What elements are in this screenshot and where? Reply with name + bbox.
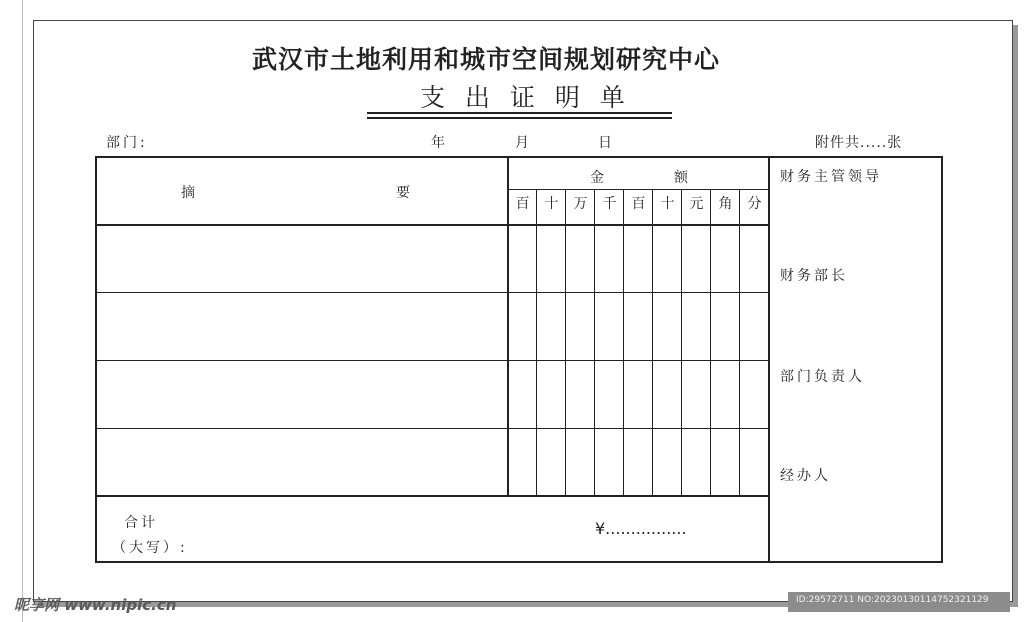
page-edge bbox=[22, 0, 23, 622]
digit-col-line bbox=[710, 189, 711, 496]
row-line-3 bbox=[95, 428, 769, 429]
digit-col-line bbox=[681, 189, 682, 496]
org-title: 武汉市土地利用和城市空间规划研究中心 bbox=[252, 45, 721, 74]
digit-header-bai: 百 bbox=[515, 196, 530, 212]
digit-col-line bbox=[536, 189, 537, 496]
title-underline-2 bbox=[367, 117, 672, 119]
month-label: 月 bbox=[515, 135, 532, 151]
signer-department-head: 部门负责人 bbox=[780, 369, 865, 385]
day-label: 日 bbox=[598, 135, 615, 151]
title-underline-1 bbox=[367, 112, 672, 114]
digit-header-wan: 万 bbox=[573, 196, 588, 212]
digit-header-fen: 分 bbox=[747, 196, 762, 212]
total-daxie-label: （大写）: bbox=[112, 540, 188, 556]
digit-header-yuan: 元 bbox=[689, 196, 704, 212]
rows-bottom-line bbox=[95, 495, 769, 497]
header-bottom-line bbox=[95, 224, 769, 226]
row-line-2 bbox=[95, 360, 769, 361]
summary-header-zhai: 摘 bbox=[181, 185, 198, 201]
digit-header-shi: 十 bbox=[544, 196, 559, 212]
digit-header-bai2: 百 bbox=[631, 196, 646, 212]
amount-header-jin: 金 bbox=[590, 170, 607, 186]
department-label: 部门: bbox=[106, 135, 148, 151]
digit-header-jiao: 角 bbox=[718, 196, 733, 212]
digit-col-line bbox=[594, 189, 595, 496]
amount-header-e: 额 bbox=[674, 170, 691, 186]
year-label: 年 bbox=[431, 135, 448, 151]
signer-finance-director: 财务主管领导 bbox=[780, 169, 882, 185]
digit-col-line bbox=[652, 189, 653, 496]
total-label: 合计 bbox=[124, 515, 158, 531]
attachments-label: 附件共.....张 bbox=[815, 135, 903, 151]
amount-header-line bbox=[507, 189, 769, 190]
digit-header-qian: 千 bbox=[602, 196, 617, 212]
summary-header-yao: 要 bbox=[396, 185, 413, 201]
digit-header-shi2: 十 bbox=[660, 196, 675, 212]
digit-col-line bbox=[623, 189, 624, 496]
signer-handler: 经办人 bbox=[780, 468, 831, 484]
signer-finance-minister: 财务部长 bbox=[780, 268, 848, 284]
digit-col-line bbox=[739, 189, 740, 496]
watermark-right: ID:29572711 NO:20230130114752321129 bbox=[796, 595, 989, 605]
total-amount-symbol: ¥................ bbox=[595, 519, 687, 538]
watermark-left: 昵享网 www.nipic.cn bbox=[14, 596, 177, 614]
doc-title: 支 出 证 明 单 bbox=[420, 83, 631, 112]
row-line-1 bbox=[95, 292, 769, 293]
digit-col-line bbox=[565, 189, 566, 496]
